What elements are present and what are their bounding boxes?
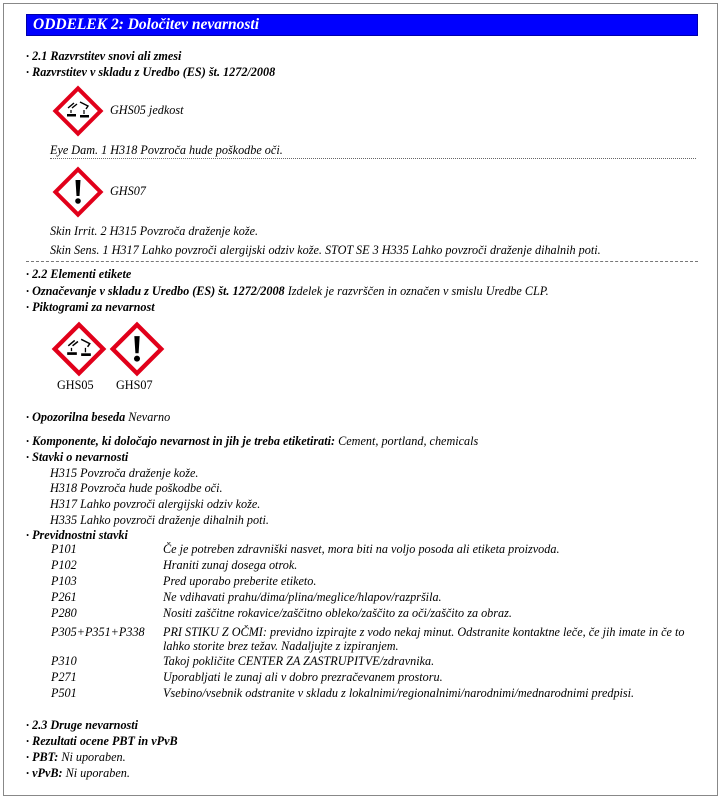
ghs07-exclamation-icon	[51, 165, 105, 219]
labelling-label: · Označevanje v skladu z Uredbo (ES) št. 1272/2008	[26, 284, 285, 298]
precaution-text: Če je potreben zdravniški nasvet, mora biti na voljo posoda ali etiketa proizvoda.	[163, 542, 560, 556]
ghs05-corrosion-icon	[51, 84, 105, 138]
pictograms-heading: · Piktogrami za nevarnost	[26, 300, 155, 314]
signal-word-value: Nevarno	[125, 410, 171, 424]
precaution-text: PRI STIKU Z OČMI: previdno izpirajte z vodo nekaj minut. Odstranite kontaktne leče, če jih imate in če to lahko storite brez težav. Nadaljujte z izpiranjem.	[163, 625, 685, 653]
precaution-code: P501	[51, 686, 77, 700]
precaution-text: Ne vdihavati prahu/dima/plina/meglice/hlapov/razpršila.	[163, 590, 442, 604]
precaution-code: P280	[51, 606, 77, 620]
pictogram-caption-ghs05: GHS05	[57, 378, 94, 392]
ghs07-exclamation-icon	[108, 320, 166, 378]
components-label: · Komponente, ki določajo nevarnost in jih je treba etiketirati:	[26, 434, 336, 448]
precaution-code: P101	[51, 542, 77, 556]
hazard-statement: H318 Povzroča hude poškodbe oči.	[50, 481, 223, 495]
precaution-text: Pred uporabo preberite etiketo.	[163, 574, 317, 588]
classification-heading: · Razvrstitev v skladu z Uredbo (ES) št. 1272/2008	[26, 65, 276, 79]
dashed-divider	[26, 261, 698, 262]
precautionary-heading: · Previdnostni stavki	[26, 528, 128, 542]
hazard-statement: H317 Lahko povzroči alergijski odziv kože.	[50, 497, 261, 511]
heading-2-1: · 2.1 Razvrstitev snovi ali zmesi	[26, 49, 182, 63]
precaution-code: P310	[51, 654, 77, 668]
heading-2-3: · 2.3 Druge nevarnosti	[26, 718, 139, 732]
classification-skin-irrit: Skin Irrit. 2 H315 Povzroča draženje kože.	[50, 224, 259, 238]
precaution-code: P305+P351+P338	[51, 625, 145, 639]
precaution-text: Uporabljati le zunaj ali v dobro prezračevanem prostoru.	[163, 670, 443, 684]
precaution-text: Takoj pokličite CENTER ZA ZASTRUPITVE/zdravnika.	[163, 654, 435, 668]
precaution-code: P261	[51, 590, 77, 604]
pbt-line	[26, 750, 126, 764]
signal-word-label: · Opozorilna beseda	[26, 410, 126, 424]
classification-skin-sens: Skin Sens. 1 H317 Lahko povzroči alergijski odziv kože. STOT SE 3 H335 Lahko povzroči draženje dihalnih poti.	[50, 243, 601, 257]
precaution-text: Nositi zaščitne rokavice/zaščitno obleko/zaščito za oči/zaščito za obraz.	[163, 606, 512, 620]
vpvb-value: Ni uporaben.	[62, 766, 130, 780]
vpvb-label: · vPvB:	[26, 766, 63, 780]
pbt-label: · PBT:	[26, 750, 59, 764]
heading-2-2: · 2.2 Elementi etikete	[26, 267, 132, 281]
vpvb-line	[26, 766, 130, 780]
precaution-code: P102	[51, 558, 77, 572]
components-line	[26, 434, 478, 448]
classification-eye-dam: Eye Dam. 1 H318 Povzroča hude poškodbe oči.	[50, 143, 283, 157]
section-title: ODDELEK 2: Določitev nevarnosti	[26, 14, 698, 36]
precaution-code: P103	[51, 574, 77, 588]
pictogram-label-ghs07: GHS07	[110, 184, 146, 198]
pbt-value: Ni uporaben.	[58, 750, 126, 764]
components-value: Cement, portland, chemicals	[335, 434, 479, 448]
dotted-divider	[50, 158, 696, 159]
hazard-statement: H335 Lahko povzroči draženje dihalnih poti.	[50, 513, 269, 527]
sds-section	[26, 14, 698, 780]
precaution-text: Hraniti zunaj dosega otrok.	[163, 558, 298, 572]
labelling-line	[26, 284, 549, 298]
signal-word-line	[26, 410, 170, 424]
pictogram-caption-ghs07: GHS07	[116, 378, 153, 392]
hazard-statements-heading: · Stavki o nevarnosti	[26, 450, 129, 464]
labelling-text: Izdelek je razvrščen in označen v smislu Uredbe CLP.	[284, 284, 549, 298]
precaution-code: P271	[51, 670, 77, 684]
ghs05-corrosion-icon	[50, 320, 108, 378]
pbt-assessment-heading: · Rezultati ocene PBT in vPvB	[26, 734, 178, 748]
pictogram-label-ghs05: GHS05 jedkost	[110, 103, 184, 117]
hazard-statement: H315 Povzroča draženje kože.	[50, 466, 199, 480]
precaution-text: Vsebino/vsebnik odstranite v skladu z lokalnimi/regionalnimi/narodnimi/mednarodnimi predpisi.	[163, 686, 635, 700]
